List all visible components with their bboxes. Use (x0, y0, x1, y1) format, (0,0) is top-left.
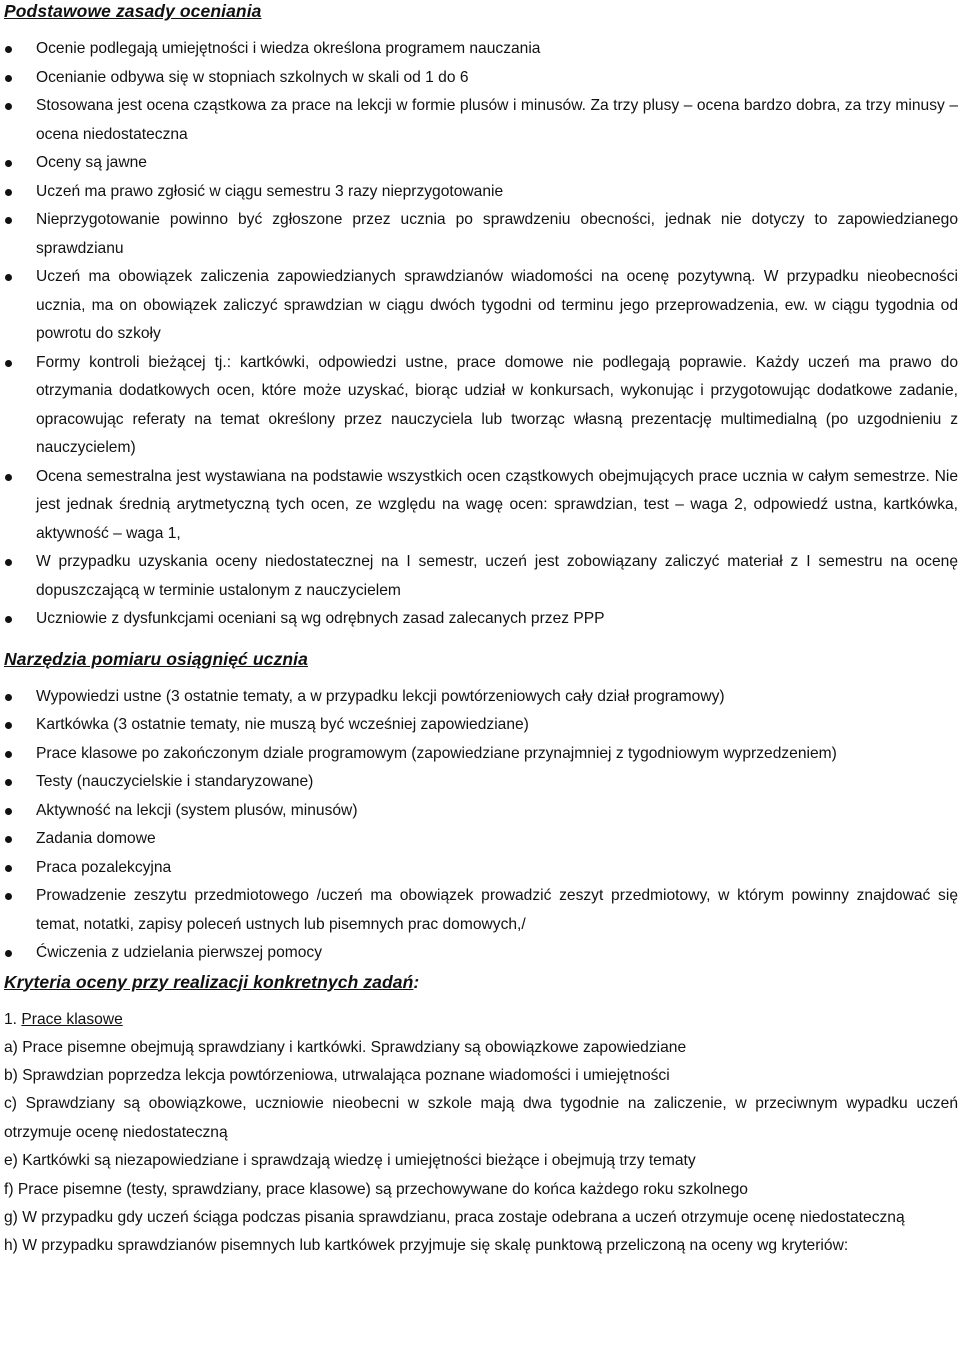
list-item (4, 64, 960, 93)
bullet-icon (5, 722, 12, 729)
list-item (4, 854, 960, 883)
bullet-icon (5, 474, 12, 481)
list-item-text: Ocenianie odbywa się w stopniach szkolnych w skali od 1 do 6 (36, 68, 469, 86)
list-item-text: Kartkówka (3 ostatnie tematy, nie muszą być wcześniej zapowiedziane) (36, 716, 529, 733)
bullet-icon (5, 46, 12, 53)
list-item (4, 683, 960, 712)
bullet-icon (5, 694, 12, 701)
list-item (4, 797, 960, 826)
list-item-text: Testy (nauczycielskie i standaryzowane) (36, 773, 314, 790)
subsection-number: 1. (4, 1010, 22, 1028)
bullet-icon (5, 865, 12, 872)
bullet-icon (5, 75, 12, 82)
list-item-text: Formy kontroli bieżącej tj.: kartkówki, odpowiedzi ustne, prace domowe nie podlegają poprawie. Każdy uczeń ma prawo do otrzymania dodatkowych ocen, które może uzyskać, biorąc udział w konkursach, wykonując i przygotowując dodatkowe zadanie, opracowując referaty na temat określony przez nauczyciela lub tworząc własną prezentację multimedialną (po uzgodnieniu z nauczycielem) (36, 353, 958, 456)
list-item-text: Prace klasowe po zakończonym dziale programowym (zapowiedziane przynajmniej z tygodniowym wyprzedzeniem) (36, 744, 837, 762)
bullet-icon (5, 160, 12, 167)
list-item-text: Stosowana jest ocena cząstkowa za prace na lekcji w formie plusów i minusów. Za trzy plusy – ocena bardzo dobra, za trzy minusy – ocena niedostateczna (36, 97, 958, 143)
list-item (4, 548, 960, 605)
section-heading-basic-rules: Podstawowe zasady oceniania (4, 1, 262, 21)
list-item (4, 605, 960, 634)
basic-rules-list (4, 35, 960, 634)
bullet-icon (5, 836, 12, 843)
list-item-text: Ocenie podlegają umiejętności i wiedza określona programem nauczania (36, 40, 541, 57)
bullet-icon (5, 950, 12, 957)
list-item-text: Uczeń ma obowiązek zaliczenia zapowiedzianych sprawdzianów wiadomości na ocenę pozytywną. W przypadku nieobecności ucznia, ma on obowiązek zaliczyć sprawdzian w ciągu dwóch tygodni od terminu jego przeprowadzenia, ew. w ciągu tygodnia od powrotu do szkoły (36, 268, 958, 342)
list-item (4, 711, 960, 740)
bullet-icon (5, 274, 12, 281)
criteria-item: c) Sprawdziany są obowiązkowe, uczniowie nieobecni w szkole mają dwa tygodnie na zaliczenie, w przeciwnym wypadku uczeń otrzymuje ocenę niedostateczną (4, 1095, 958, 1141)
list-item-text: Uczniowie z dysfunkcjami oceniani są wg odrębnych zasad zalecanych przez PPP (36, 610, 605, 627)
criteria-item: f) Prace pisemne (testy, sprawdziany, prace klasowe) są przechowywane do końca każdego roku szkolnego (4, 1180, 748, 1198)
list-item (4, 263, 960, 349)
section-heading-criteria (4, 971, 960, 993)
list-item-text: Uczeń ma prawo zgłosić w ciągu semestru 3 razy nieprzygotowanie (36, 182, 504, 200)
list-item (4, 825, 960, 854)
criteria-item: b) Sprawdzian poprzedza lekcja powtórzeniowa, utrwalająca poznane wiadomości i umiejętności (4, 1066, 670, 1084)
list-item-text: W przypadku uzyskania oceny niedostatecznej na I semestr, uczeń jest zobowiązany zaliczyć materiał z I semestru na ocenę dopuszczającą w terminie ustalonym z nauczycielem (36, 553, 958, 599)
criteria-item: e) Kartkówki są niezapowiedziane i sprawdzają wiedzę i umiejętności bieżące i obejmują trzy tematy (4, 1152, 696, 1170)
list-item (4, 463, 960, 549)
bullet-icon (5, 779, 12, 786)
criteria-list (4, 1034, 960, 1261)
list-item (4, 206, 960, 263)
list-item (4, 178, 960, 207)
list-item-text: Ocena semestralna jest wystawiana na podstawie wszystkich ocen cząstkowych obejmujących prace ucznia w całym semestrze. Nie jest jednak średnią arytmetyczną tych ocen, ze względu na wagę ocen: sprawdzian, test – waga 2, odpowiedź ustna, kartkówka, aktywność – waga 1, (36, 467, 958, 542)
list-item-text: Aktywność na lekcji (system plusów, minusów) (36, 801, 358, 819)
criteria-item: a) Prace pisemne obejmują sprawdziany i kartkówki. Sprawdziany są obowiązkowe zapowiedziane (4, 1038, 687, 1056)
list-item-text: Oceny są jawne (36, 154, 147, 171)
list-item-text: Ćwiczenia z udzielania pierwszej pomocy (36, 944, 323, 961)
list-item (4, 939, 960, 968)
list-item-text: Nieprzygotowanie powinno być zgłoszone przez ucznia po sprawdzeniu obecności, jednak nie dotyczy to zapowiedzianego sprawdzianu (36, 211, 958, 257)
bullet-icon (5, 559, 12, 566)
subsection-title (4, 1006, 960, 1034)
list-item (4, 35, 960, 64)
criteria-item: g) W przypadku gdy uczeń ściąga podczas pisania sprawdzianu, praca zostaje odebrana a uczeń otrzymuje ocenę niedostateczną (4, 1208, 905, 1226)
criteria-heading-suffix: : (413, 971, 420, 992)
bullet-icon (5, 103, 12, 110)
bullet-icon (5, 189, 12, 196)
list-item-text: Wypowiedzi ustne (3 ostatnie tematy, a w przypadku lekcji powtórzeniowych cały dział programowy) (36, 687, 725, 705)
list-item (4, 149, 960, 178)
bullet-icon (5, 808, 12, 815)
list-item-text: Zadania domowe (36, 830, 156, 847)
list-item (4, 768, 960, 797)
bullet-icon (5, 360, 12, 367)
list-item-text: Prowadzenie zeszytu przedmiotowego /uczeń ma obowiązek prowadzić zeszyt przedmiotowy, w którym powinny znajdować się temat, notatki, zapisy poleceń ustnych lub pisemnych prac domowych,/ (36, 887, 958, 933)
list-item (4, 740, 960, 769)
subsection-label: Prace klasowe (21, 1010, 123, 1028)
bullet-icon (5, 616, 12, 623)
criteria-item: h) W przypadku sprawdzianów pisemnych lub kartkówek przyjmuje się skalę punktową przeliczoną na oceny wg kryteriów: (4, 1237, 849, 1255)
list-item (4, 92, 960, 149)
bullet-icon (5, 751, 12, 758)
section-heading-measurement-tools: Narzędzia pomiaru osiągnięć ucznia (4, 648, 308, 669)
criteria-heading-text: Kryteria oceny przy realizacji konkretnych zadań (4, 971, 414, 992)
bullet-icon (5, 893, 12, 900)
list-item (4, 882, 960, 939)
list-item-text: Praca pozalekcyjna (36, 858, 172, 876)
list-item (4, 349, 960, 463)
bullet-icon (5, 217, 12, 224)
measurement-tools-list (4, 683, 960, 968)
